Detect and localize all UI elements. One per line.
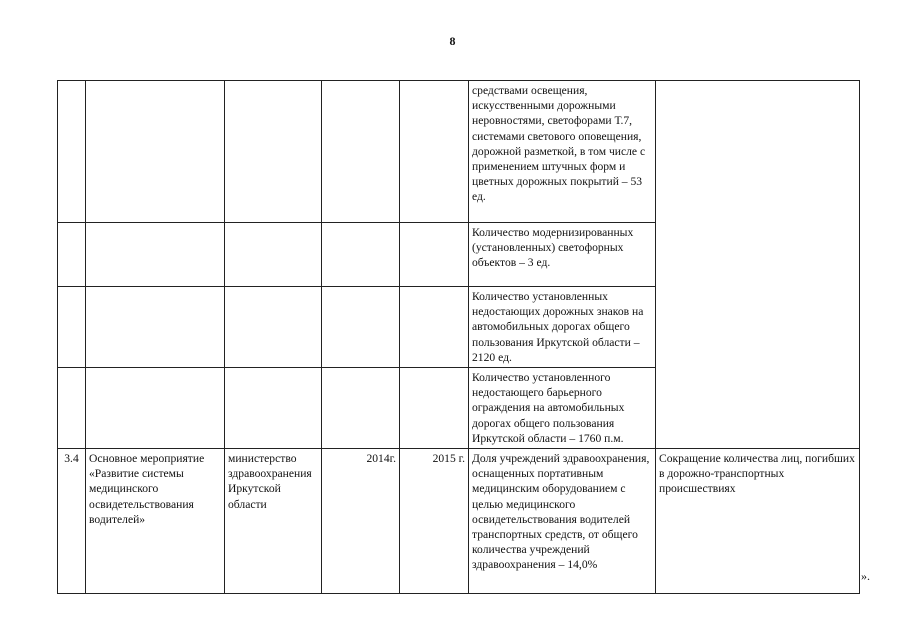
empty-cell — [400, 287, 469, 368]
table-row-3-4 — [58, 449, 860, 594]
empty-cell — [400, 81, 469, 223]
indicator-cell: Количество установленного недостающего барьерного ограждения на автомобильных дорогах общего пользования Иркутской области – 1760 п.м. — [469, 368, 656, 449]
empty-cell — [86, 368, 225, 449]
empty-cell — [400, 223, 469, 287]
page-number: 8 — [449, 34, 456, 48]
empty-cell — [86, 223, 225, 287]
executor-cell: министерство здравоохранения Иркутской области — [225, 449, 322, 594]
result-cell: Сокращение количества лиц, погибших в дорожно-транспортных происшествиях — [656, 449, 860, 594]
empty-cell — [322, 368, 400, 449]
empty-cell — [225, 287, 322, 368]
activity-cell: Основное мероприятие «Развитие системы медицинского освидетельствования водителей» — [86, 449, 225, 594]
row-number: 3.4 — [58, 449, 86, 594]
empty-cell — [86, 81, 225, 223]
indicator-cell: Количество установленных недостающих дорожных знаков на автомобильных дорогах общего пользования Иркутской области – 2120 ед. — [469, 287, 656, 368]
empty-cell — [58, 81, 86, 223]
empty-cell — [322, 287, 400, 368]
empty-cell — [225, 368, 322, 449]
empty-cell — [400, 368, 469, 449]
indicator-cell: Количество модернизированных (установленных) светофорных объектов – 3 ед. — [469, 223, 656, 287]
empty-cell — [225, 223, 322, 287]
empty-cell — [58, 368, 86, 449]
closing-quote-mark: ». — [861, 569, 870, 583]
empty-cell — [58, 287, 86, 368]
indicator-cell: Доля учреждений здравоохранения, оснащенных портативным медицинским оборудованием с целью медицинского освидетельствования водителей транспортных средств, от общего количества учреждений здравоохранения – 14,0% — [469, 449, 656, 594]
end-year-cell: 2015 г. — [400, 449, 469, 594]
empty-cell — [58, 223, 86, 287]
result-cell-empty — [656, 81, 860, 449]
empty-cell — [225, 81, 322, 223]
start-year-cell: 2014г. — [322, 449, 400, 594]
empty-cell — [322, 223, 400, 287]
empty-cell — [322, 81, 400, 223]
table-row — [58, 81, 860, 223]
empty-cell — [86, 287, 225, 368]
program-table — [57, 80, 860, 594]
indicator-cell: средствами освещения, искусственными дорожными неровностями, светофорами Т.7, системами светового оповещения, дорожной разметкой, в том числе с применением штучных форм и цветных дорожных покрытий – 53 ед. — [469, 81, 656, 223]
